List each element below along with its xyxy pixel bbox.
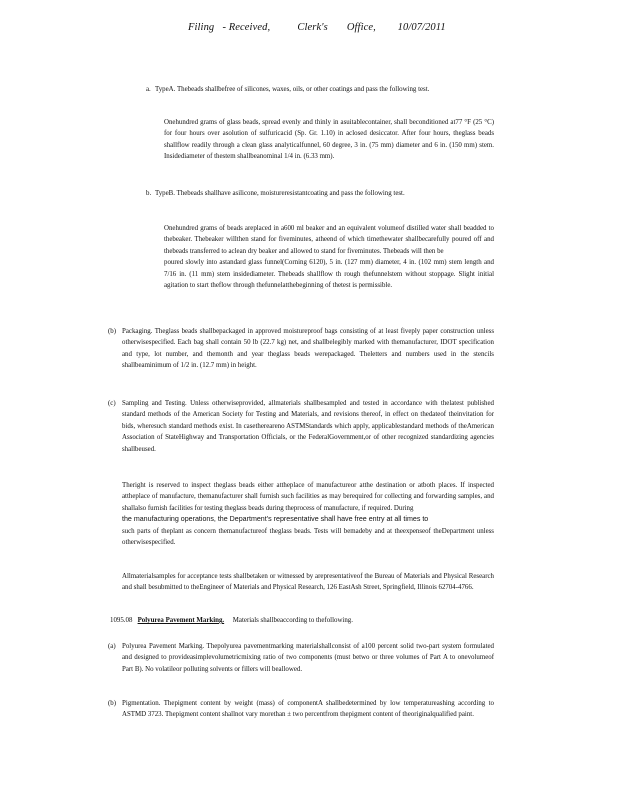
inspection-paragraph xyxy=(122,480,494,548)
paragraph-text: Onehundred grams of beads areplaced in a600 ml beaker and an equivalent volumeof distilled water shall beadded to thebeaker. Thebeaker willthen stand for fiveminutes, atheend of which timethewater shallbecarefully poured off and thebeads transferred to aclean dry beaker and allowed to stand for fiveminutes. Thebeads will then be xyxy=(164,225,494,255)
type-b-item xyxy=(146,188,494,199)
type-a-test-paragraph xyxy=(164,117,494,163)
item-label: (b) xyxy=(108,328,117,335)
polyurea-text: Polyurea Pavement Marking. Thepolyurea pavementmarking materialshallconsist of a100 percent solid two-part system formulated and designed to provideasimplevolumetricmixing ratio of two components (must betwo or three volumes of Part A to onevolumeof Part B). No volatileor polluting solvents or fillers will beallowed. xyxy=(122,643,494,673)
type-b-test-paragraph xyxy=(164,223,494,291)
section-title: Polyurea Pavement Marking. xyxy=(137,617,225,624)
sampling-text: Sampling and Testing. Unless otherwiseprovided, allmaterials shallbesampled and tested in accordance with thelatest published standard methods of the American Society for Testing and Materials, and revisions thereof, in effect on thedateof theinvitation for bids, wheresuch standard methods exist. In casethereareno ASTMStandards which apply, applicablestandard methods of theAmerican Association of StateHighway and Transportation Officials, or the FederalGovernment,or of other recognized standardizing agencies shallbeused. xyxy=(122,400,494,453)
packaging-text: Packaging. Theglass beads shallbepackaged in approved moistureproof bags consisting of at least fiveply paper construction unless otherwisespecified. Each bag shall contain 50 lb (22.7 kg) net, and shallbelegibly marked with themanufacturer, IDOT specification and type, lot number, and themonth and year theglass beads werepackaged. Theletters and numbers used in the stencils shallbeaminimum of 1/2 in. (12.7 mm) in height. xyxy=(122,328,494,370)
item-label: (a) xyxy=(108,643,116,650)
item-label: a. xyxy=(146,86,151,93)
samples-paragraph xyxy=(122,571,494,594)
section-heading xyxy=(110,615,494,626)
item-label: (b) xyxy=(108,700,117,707)
packaging-item xyxy=(108,326,494,372)
item-label: b. xyxy=(146,190,152,197)
section-intro: Materials shallbeaccording to thefollowing. xyxy=(232,617,353,624)
paragraph-text: such parts of theplant as concern themanufactureof theglass beads. Tests will bemadeby and at theexpenseof theDepartment unless otherwisespecified. xyxy=(122,527,494,547)
paragraph-text: Onehundred grams of glass beads, spread evenly and thinly in asuitablecontainer, shall beconditioned at77 °F (25 °C) for four hours over asolution of sulfuricacid (Sp. Gr. 1.10) in aclosed desiccator. After four hours, theglass beads shallflow readily through a clean glass analyticalfunnel, 60 degree, 3 in. (75 mm) diameter and 6 in. (150 mm) stem. Insidediameter of thestem shallbeanominal 1/4 in. (6.33 mm). xyxy=(164,119,494,161)
paragraph-text: the manufacturing operations, the Department’s representative shall have free entry at all times to xyxy=(122,515,429,524)
paragraph-text: Allmaterialsamples for acceptance tests shallbetaken or witnessed by arepresentativeof the Bureau of Materials and Physical Research and shall besubmitted to theEngineer of Materials and Physical Research, 126 EastAsh Street, Springfield, Illinois 62704-4766. xyxy=(122,573,494,592)
filing-header: Filing - Received, Clerk's Office, 10/07/2011 xyxy=(188,22,446,33)
pigmentation-item xyxy=(108,698,494,721)
type-a-heading: TypeA. Thebeads shallbefree of silicones, waxes, oils, or other coatings and pass the following test. xyxy=(155,86,430,93)
item-label: (c) xyxy=(108,400,116,407)
polyurea-item xyxy=(108,641,494,675)
pigmentation-text: Pigmentation. Thepigment content by weight (mass) of componentA shallbedetermined by low temperatureashing according to ASTMD 3723. Thepigment content shallnot vary morethan ± two percentfrom thepigment content of theoriginalqualified paint. xyxy=(122,700,494,719)
paragraph-text: poured slowly into astandard glass funnel(Corning 6120), 5 in. (127 mm) diameter, 4 in. (102 mm) stem length and 7/16 in. (11 mm) stem insidediameter. Thebeads shallflow th rough thefunnelstem without stoppage. Slight initial agitation to start theflow through thefunnelatthebeginning of thetest is permissible. xyxy=(164,259,494,290)
section-number: 1095.08 xyxy=(110,617,133,624)
paragraph-text: Theright is reserved to inspect theglass beads either attheplace of manufactureor atthe destination or atboth places. If inspected attheplace of manufacture, themanufacturer shall furnish such facilities as may berequired for collecting and forwarding samples, and shallalso furnish facilities for testing theglass beads during theprocess of manufacture, if required. During xyxy=(122,482,494,512)
type-b-heading: TypeB. Thebeads shallhave asilicone, moistureresistantcoating and pass the following test. xyxy=(155,190,405,197)
sampling-item xyxy=(108,398,494,455)
type-a-item xyxy=(146,84,494,95)
